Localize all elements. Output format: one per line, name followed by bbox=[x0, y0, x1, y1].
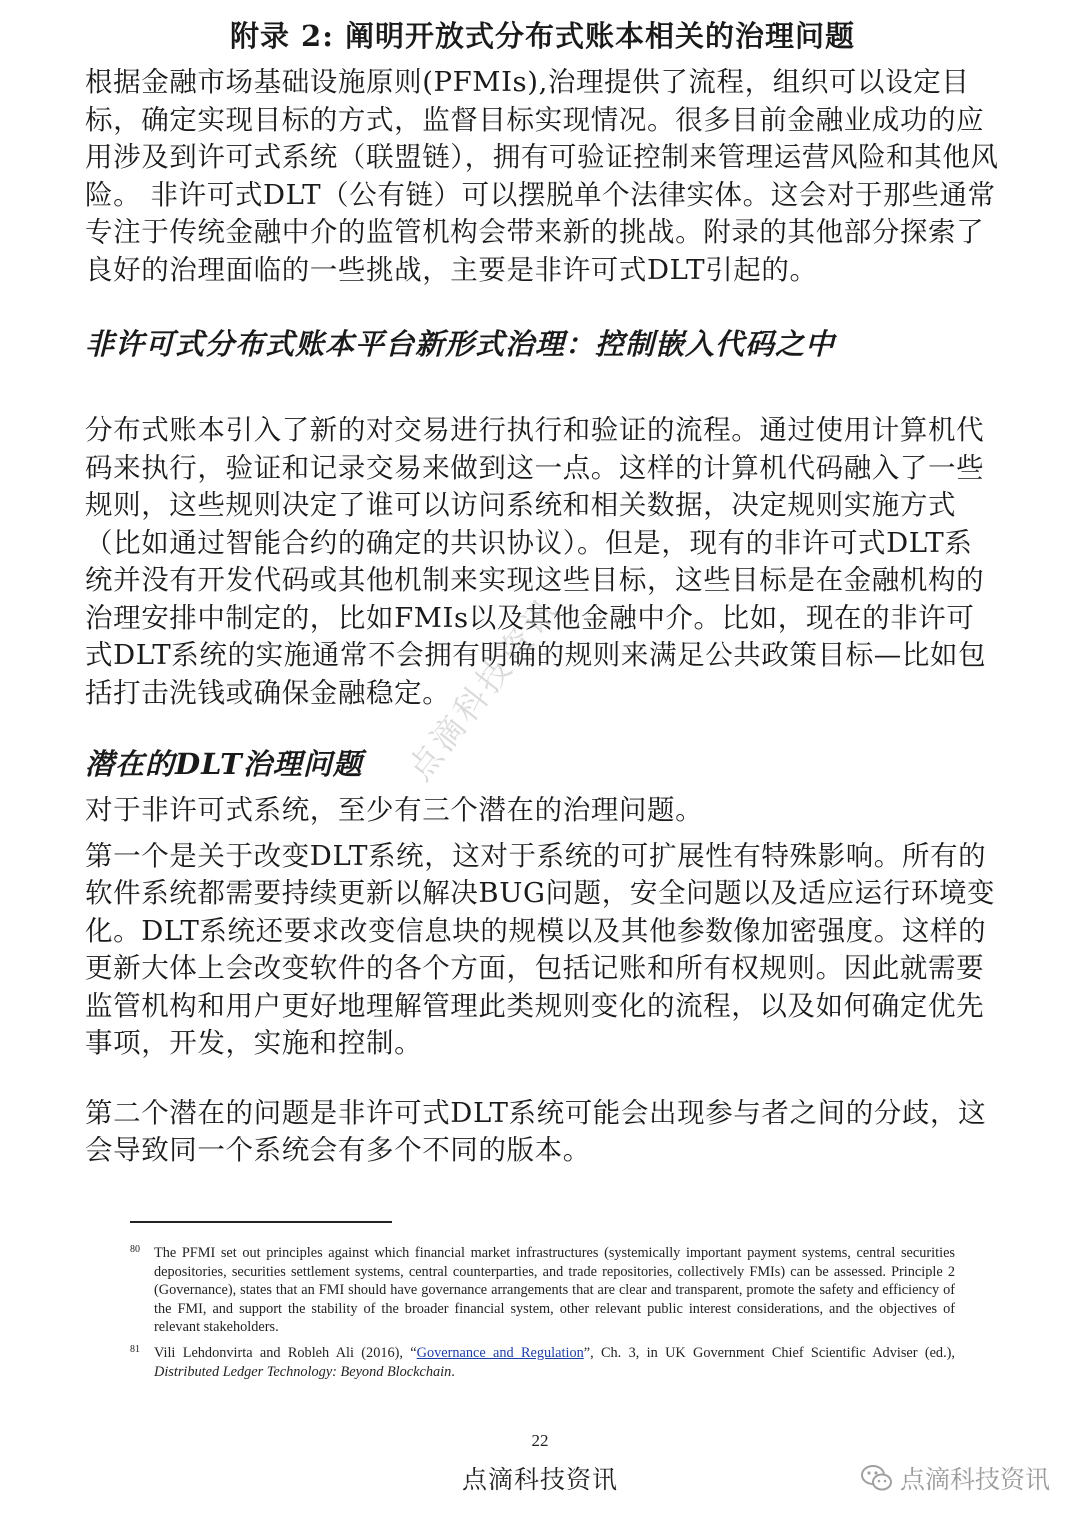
dlt-issue-second-paragraph: 第二个潜在的问题是非许可式DLT系统可能会出现参与者之间的分歧，这会导致同一个系统会有多个不同的版本。 bbox=[85, 1096, 987, 1166]
section-heading-dlt-issues: 潜在的DLT治理问题 bbox=[85, 747, 363, 781]
footnote-end: . bbox=[451, 1363, 455, 1380]
page-number: 22 bbox=[531, 1431, 549, 1450]
dlt-issue-first-paragraph: 第一个是关于改变DLT系统，这对于系统的可扩展性有特殊影响。所有的软件系统都需要持续更新以解决BUG问题，安全问题以及适应运行环境变化。DLT系统还要求改变信息块的规模以及其他参数像加密强度。这样的更新大体上会改变软件的各个方面，包括记账和所有权规则。因此就需要监管机构和用户更好地理解管理此类规则变化的流程，以及如何确定优先事项，开发，实施和控制。 bbox=[85, 839, 996, 1059]
governance-regulation-link[interactable]: Governance and Regulation bbox=[416, 1344, 584, 1361]
document-title: 附录 2: 阐明开放式分布式账本相关的治理问题 bbox=[229, 19, 856, 53]
footer-text: 点滴科技资讯 bbox=[461, 1465, 618, 1494]
document-page bbox=[85, 14, 1000, 1170]
permissionless-governance-paragraph: 分布式账本引入了新的对交易进行执行和验证的流程。通过使用计算机代码来执行，验证和记录交易来做到这一点。这样的计算机代码融入了一些规则，这些规则决定了谁可以访问系统和相关数据，决定规则实施方式（比如通过智能合约的确定的共识协议）。但是，现有的非许可式DLT系统并没有开发代码或其他机制来实现这些目标，这些目标是在金融机构的治理安排中制定的，比如FMIs以及其他金融中介。比如，现在的非许可式DLT系统的实施通常不会拥有明确的规则来满足公共政策目标—比如包括打击洗钱或确保金融稳定。 bbox=[85, 414, 987, 709]
footnote-text: The PFMI set out principles against which financial market infrastructures (systemically important payment systems, central securities depositories, securities settlement systems, central counterparties, and trade repositories, collectively FMIs) can be assessed. Principle 2 (Governance), states that an FMI should have governance arrangements that are clear and transparent, promote the safety and efficiency of the FMI, and support the stability of the broader financial system, other relevant public interest considerations, and the objectives of relevant stakeholders. bbox=[154, 1245, 955, 1336]
footnote-text-before: Vili Lehdonvirta and Robleh Ali (2016), “ bbox=[154, 1344, 417, 1361]
diagonal-watermark: 点滴科技资讯 bbox=[399, 588, 568, 788]
footnote-number: 80 bbox=[130, 1244, 140, 1255]
brand-watermark bbox=[860, 1460, 1050, 1496]
footnote-book-title: Distributed Ledger Technology: Beyond Blockchain bbox=[154, 1363, 452, 1380]
intro-paragraph: 根据金融市场基础设施原则(PFMIs),治理提供了流程，组织可以设定目标，确定实现目标的方式，监督目标实现情况。很多目前金融业成功的应用涉及到许可式系统（联盟链），拥有可验证控制来管理运营风险和其他风险。 非许可式DLT（公有链）可以摆脱单个法律实体。这会对于那些通常专注于传统金融中介的监管机构会带来新的挑战。附录的其他部分探索了良好的治理面临的一些挑战，主要是非许可式DLT引起的。 bbox=[85, 66, 999, 286]
section-heading-permissionless-governance: 非许可式分布式账本平台新形式治理：控制嵌入代码之中 bbox=[85, 327, 836, 361]
footnote-number: 81 bbox=[130, 1343, 140, 1355]
dlt-issues-intro: 对于非许可式系统，至少有三个潜在的治理问题。 bbox=[85, 794, 704, 826]
footnote-text-after: ”, Ch. 3, in UK Government Chief Scientific Adviser (ed.), bbox=[583, 1344, 955, 1361]
footnote-divider bbox=[130, 1221, 392, 1223]
brand-watermark-text: 点滴科技资讯 bbox=[899, 1465, 1050, 1494]
wechat-icon bbox=[860, 1464, 894, 1492]
footnote-81 bbox=[130, 1344, 955, 1381]
footnote-80 bbox=[130, 1244, 955, 1337]
footnotes bbox=[130, 1244, 955, 1381]
